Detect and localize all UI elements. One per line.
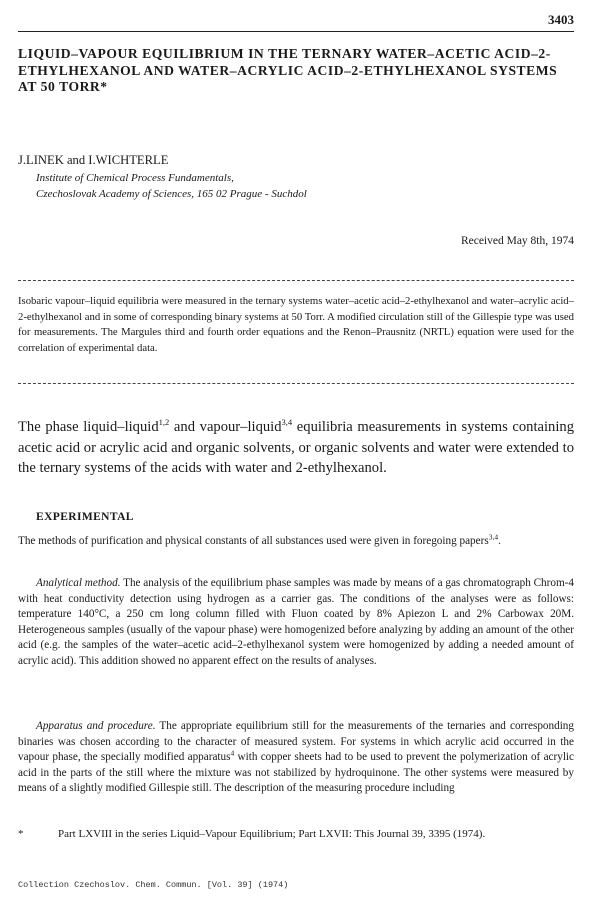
citation-1-2: 1,2 [158, 417, 170, 428]
introduction-paragraph [18, 417, 574, 479]
footnote-mark: * [18, 828, 24, 840]
citation-4: 4 [230, 748, 235, 758]
section-heading-experimental: EXPERIMENTAL [36, 511, 134, 523]
affiliation-line-2: Czechoslovak Academy of Sciences, 165 02 Prague - Suchdol [36, 188, 307, 200]
page-number: 3403 [548, 12, 574, 27]
article-title: LIQUID–VAPOUR EQUILIBRIUM IN THE TERNARY WATER–ACETIC ACID–2-ETHYLHEXANOL AND WATER–ACRYLIC ACID–2-ETHYLHEXANOL SYSTEMS AT 50 TORR* [18, 46, 558, 94]
abstract-bottom-rule [18, 383, 574, 384]
paragraph-text-2: with copper sheets had to be used to prevent the polymerization of acrylic acid in the parts of the still where the mixture was not stabilized by hydroquinone. The other systems were measured by means of a slightly modified Gillespie still. The description of the measuring procedure including [18, 751, 574, 795]
received-date: Received May 8th, 1974 [460, 235, 574, 247]
header-rule [18, 31, 574, 32]
intro-text-3: equilibria measurements in systems containing acetic acid or acrylic acid and organic solvents, or organic solvents and water were extended to the ternary systems of the acids with water and 2-ethylhexanol. [18, 419, 575, 477]
run-in-heading: Apparatus and procedure. [36, 720, 156, 732]
paragraph-text: The methods of purification and physical constants of all substances used were given in foregoing papers [18, 535, 489, 547]
paragraph-end: . [498, 535, 501, 547]
run-in-heading: Analytical method. [36, 577, 121, 589]
affiliation-line-1: Institute of Chemical Process Fundamentals, [36, 172, 234, 184]
journal-footer: Collection Czechoslov. Chem. Commun. [Vol. 39] (1974) [18, 880, 289, 890]
paragraph-text: The analysis of the equilibrium phase samples was made by means of a gas chromatograph Chrom-4 with heat conductivity detection using hydrogen as a carrier gas. The conditions of the analyses were as follows: temperature 140°C, a 250 cm long column filled with Fluon coated by 8% Apiezon L and 2% Carbowax 20M. Heterogeneous samples (usually of the vapour phase) were homogenized before analyzing by adding an amount of the other acid (e.g. the samples of the water–acetic acid–2-ethylhexanol system were homogenized by adding a needed amount of acrylic acid). This addition showed no apparent effect on the results of analyses. [18, 577, 574, 667]
affiliation [36, 170, 307, 202]
citation-3-4: 3,4 [488, 532, 499, 542]
paragraph-apparatus [18, 719, 574, 797]
paragraph-purification [18, 534, 574, 550]
abstract: Isobaric vapour–liquid equilibria were measured in the ternary systems water–acetic acid–2-ethylhexanol and water–acrylic acid–2-ethylhexanol and in some of corresponding binary systems at 50 Torr. A modified circulation still of the Gillespie type was used for measurements. The Margules third and fourth order equations and the Renon–Prausnitz (NRTL) equation were used for the correlation of experimental data. [18, 295, 574, 354]
intro-text-2: and vapour–liquid [169, 419, 282, 435]
footnote-text: Part LXVIII in the series Liquid–Vapour Equilibrium; Part LXVII: This Journal 39, 3395 (1974). [58, 828, 486, 840]
paragraph-analytical-method [18, 576, 574, 670]
paragraph-text-1: The appropriate equilibrium still for the measurements of the ternaries and corresponding binaries was chosen according to the character of measured system. For systems in which acrylic acid occurred in the vapour phase, the specially modified apparatus [18, 720, 574, 764]
authors: J.LINEK and I.WICHTERLE [18, 153, 169, 167]
abstract-top-rule [18, 280, 574, 281]
citation-3-4: 3,4 [281, 417, 293, 428]
intro-text-1: The phase liquid–liquid [18, 419, 159, 435]
footnote [18, 826, 574, 842]
